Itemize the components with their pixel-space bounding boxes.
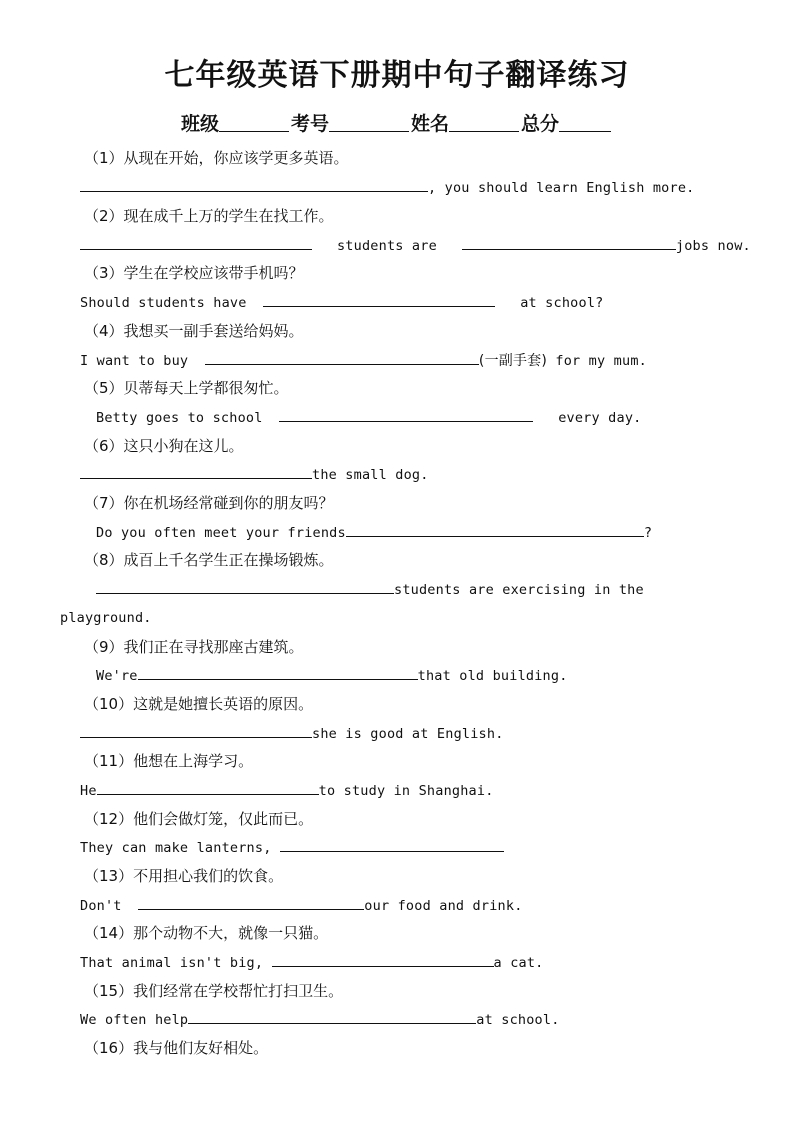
answer-text-before: He [80,783,97,799]
answer-line [80,349,647,372]
question-prompt: （2）现在成千上万的学生在找工作。 [84,207,334,225]
answer-text-after: for my mum. [555,353,647,369]
question-prompt: （7）你在机场经常碰到你的朋友吗？ [84,494,334,512]
answer-text-after: to study in Shanghai. [318,783,494,799]
answer-blank[interactable] [138,894,364,910]
answer-blank[interactable] [97,779,319,795]
answer-line [80,291,603,314]
answer-hint: (一副手套) [478,353,548,369]
answer-text-before: Should students have [80,295,247,311]
answer-line [80,463,429,486]
question-prompt: （5）贝蒂每天上学都很匆忙。 [84,379,289,397]
question-prompt: （10）这就是她擅长英语的原因。 [84,695,314,713]
score-label: 总分 [521,113,560,135]
answer-line [80,779,494,802]
answer-blank[interactable] [80,722,312,738]
answer-text-after: ? [643,525,653,541]
name-blank[interactable] [449,111,519,132]
question-prompt: （8）成百上千名学生正在操场锻炼。 [84,551,334,569]
answer-line [80,176,695,199]
answer-continuation: playground. [60,610,152,626]
class-blank[interactable] [219,111,289,132]
answer-text-after: the small dog. [312,467,429,483]
question-prompt: （16）我与他们友好相处。 [84,1039,269,1057]
question-prompt: （13）不用担心我们的饮食。 [84,867,284,885]
answer-blank[interactable] [96,578,394,594]
answer-text-before: Don't [80,898,122,914]
answer-text-after: students are exercising in the [394,582,644,598]
question-prompt: （9）我们正在寻找那座古建筑。 [84,638,304,656]
answer-line [80,1008,560,1031]
page-title: 七年级英语下册期中句子翻译练习 [164,58,630,93]
answer-blank[interactable] [272,951,494,967]
answer-text-before: We often help [80,1012,189,1028]
answer-line [80,836,504,859]
answer-text-after: at school? [520,295,604,311]
question-prompt: （3）学生在学校应该带手机吗？ [84,264,304,282]
answer-line [96,521,652,544]
student-info-row [0,110,794,138]
question-prompt: （11）他想在上海学习。 [84,752,254,770]
answer-blank[interactable] [138,664,418,680]
answer-text-before: I want to buy [80,353,189,369]
exam-no-label: 考号 [290,113,329,135]
question-prompt: （12）他们会做灯笼，仅此而已。 [84,810,314,828]
answer-blank[interactable] [188,1008,476,1024]
answer-line [80,894,523,917]
answer-line [96,406,641,429]
exam-no-blank[interactable] [329,111,409,132]
answer-line [80,234,751,257]
answer-blank[interactable] [462,234,676,250]
answer-line [96,664,568,687]
answer-line [80,722,504,745]
answer-text-before: That animal isn't big, [80,955,264,971]
answer-text-after: she is good at English. [312,726,504,742]
answer-text-before: Betty goes to school [96,410,263,426]
question-prompt: （6）这只小狗在这儿。 [84,437,244,455]
answer-blank[interactable] [280,836,504,852]
answer-blank[interactable] [346,521,644,537]
answer-text-before: Do you often meet your friends [96,525,346,541]
answer-blank[interactable] [205,349,479,365]
answer-blank[interactable] [279,406,533,422]
answer-text-before: They can make lanterns, [80,840,272,856]
answer-text-after: jobs now. [675,238,751,254]
answer-blank[interactable] [80,176,428,192]
answer-line [80,951,544,974]
answer-text-after: , you should learn English more. [428,180,695,196]
answer-text-after: a cat. [493,955,544,971]
answer-line [96,578,644,601]
answer-text-after: at school. [476,1012,560,1028]
question-prompt: （14）那个动物不大，就像一只猫。 [84,924,329,942]
answer-text-before: We're [96,668,138,684]
class-label: 班级 [180,113,219,135]
answer-blank[interactable] [80,234,312,250]
answer-text-after: our food and drink. [364,898,523,914]
name-label: 姓名 [411,113,450,135]
answer-text-middle: students are [336,238,437,254]
question-prompt: （15）我们经常在学校帮忙打扫卫生。 [84,982,344,1000]
score-blank[interactable] [559,111,611,132]
answer-blank[interactable] [263,291,495,307]
answer-blank[interactable] [80,463,312,479]
question-prompt: （4）我想买一副手套送给妈妈。 [84,322,304,340]
answer-text-after: every day. [558,410,642,426]
question-prompt: （1）从现在开始，你应该学更多英语。 [84,149,349,167]
answer-text-after: that old building. [417,668,568,684]
